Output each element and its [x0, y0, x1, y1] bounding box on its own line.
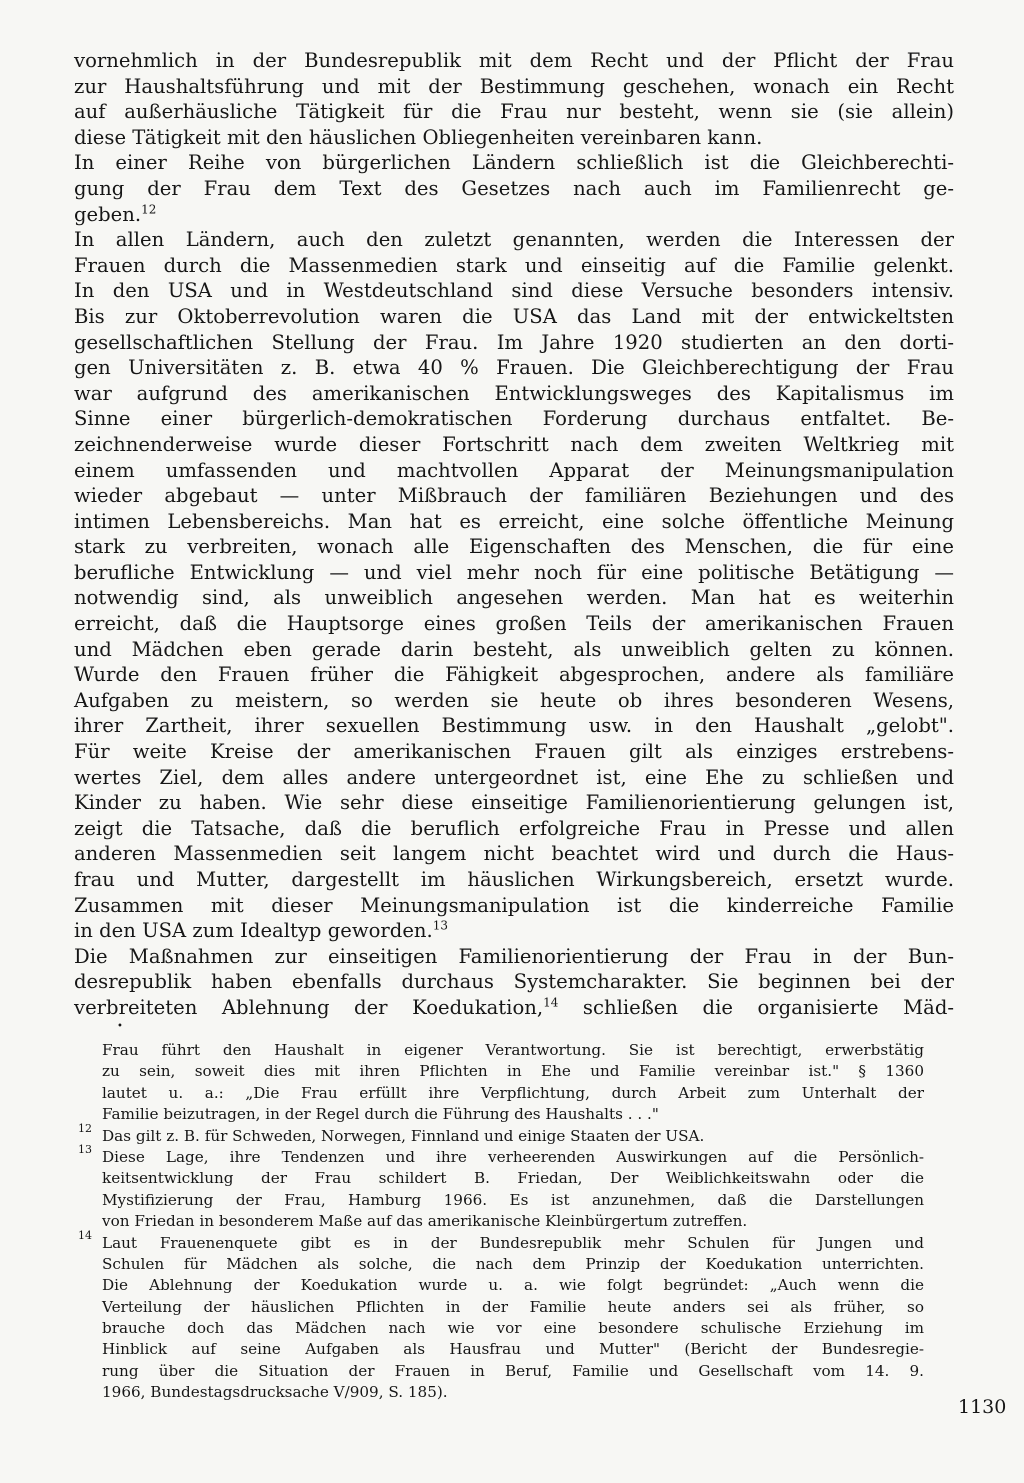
text-line: ihrer Zartheit, ihrer sexuellen Bestimmung usw. in den Haushalt „gelobt".: [74, 714, 954, 738]
text-line: berufliche Entwicklung — und viel mehr noch für eine politische Betätigung —: [74, 560, 954, 584]
text-line: verbreiteten Ablehnung der Koedukation,$^{14}$ schließen die organisierte Mäd-: [74, 995, 954, 1019]
text-line: notwendig sind, als unweiblich angesehen werden. Man hat es weiterhin: [74, 586, 954, 610]
footnote-number: 12: [78, 1121, 92, 1135]
footnote-reference: 14: [543, 995, 559, 1010]
text-line: in den USA zum Idealtyp geworden.$^{13}$: [74, 918, 449, 943]
footnote-line: zu sein, soweit dies mit ihren Pflichten in Ehe und Familie vereinbar ist." § 1360: [102, 1062, 924, 1081]
text-line: wieder abgebaut — unter Mißbrauch der familiären Beziehungen und des: [74, 484, 954, 508]
text-line: Wurde den Frauen früher die Fähigkeit abgesprochen, andere als familiäre: [74, 663, 954, 687]
footnote-line: Schulen für Mädchen als solche, die nach dem Prinzip der Koedukation unterrichten.: [102, 1254, 924, 1273]
footnote-reference: 13: [432, 918, 449, 933]
footnote-line: rung über die Situation der Frauen in Beruf, Familie und Gesellschaft vom 14. 9.: [102, 1361, 924, 1380]
text-line: intimen Lebensbereichs. Man hat es erreicht, eine solche öffentliche Meinung: [74, 509, 954, 533]
footnote-line: Familie beizutragen, in der Regel durch die Führung des Haushalts . . .": [102, 1105, 659, 1124]
text-line: zeichnenderweise wurde dieser Fortschritt nach dem zweiten Weltkrieg mit: [74, 432, 954, 456]
text-line: vornehmlich in der Bundesrepublik mit dem Recht und der Pflicht der Frau: [74, 49, 954, 72]
text-line: desrepublik haben ebenfalls durchaus Systemcharakter. Sie beginnen bei der: [74, 970, 954, 994]
main-text-block: [74, 48, 954, 1021]
text-line: gung der Frau dem Text des Gesetzes nach auch im Familienrecht ge-: [74, 176, 954, 200]
footnote-line: brauche doch das Mädchen nach wie vor eine besondere schulische Erziehung im: [102, 1319, 924, 1338]
text-line: gesellschaftlichen Stellung der Frau. Im Jahre 1920 studierten an den dorti-: [74, 330, 954, 354]
footnote-line: Mystifizierung der Frau, Hamburg 1966. Es ist anzunehmen, daß die Darstellungen: [102, 1190, 924, 1209]
footnote-line: 13 Diese Lage, ihre Tendenzen und ihre verheerenden Auswirkungen auf die Persönlich-: [78, 1142, 924, 1166]
text-line: gen Universitäten z. B. etwa 40 % Frauen. Die Gleichberechtigung der Frau: [74, 356, 954, 380]
footnote-line: von Friedan in besonderem Maße auf das amerikanische Kleinbürgertum zutreffen.: [102, 1212, 748, 1231]
text-line: Für weite Kreise der amerikanischen Frauen gilt als einziges erstrebens-: [74, 740, 954, 764]
text-line: Zusammen mit dieser Meinungsmanipulation ist die kinderreiche Familie: [74, 893, 954, 917]
text-line: zur Haushaltsführung und mit der Bestimmung geschehen, wonach ein Recht: [74, 74, 954, 98]
text-line: auf außerhäusliche Tätigkeit für die Frau nur besteht, wenn sie (sie allein): [74, 100, 954, 124]
text-line: zeigt die Tatsache, daß die beruflich erfolgreiche Frau in Presse und allen: [74, 816, 954, 840]
footnote-number: 13: [78, 1142, 92, 1156]
footnote-line: Die Ablehnung der Koedukation wurde u. a. wie folgt begründet: „Auch wenn die: [102, 1276, 924, 1295]
text-line: geben.$^{12}$: [74, 202, 157, 226]
footnote-line: keitsentwicklung der Frau schildert B. Friedan, Der Weiblichkeitswahn oder die: [102, 1169, 924, 1188]
footnote-reference: 12: [141, 202, 157, 217]
text-line: In allen Ländern, auch den zuletzt genannten, werden die Interessen der: [74, 228, 954, 252]
footnote-line: 14 Laut Frauenenquete gibt es in der Bundesrepublik mehr Schulen für Jungen und: [78, 1228, 924, 1252]
page-number: 1130: [958, 1396, 1007, 1418]
text-line: diese Tätigkeit mit den häuslichen Obliegenheiten vereinbaren kann.: [74, 125, 763, 149]
text-line: Die Maßnahmen zur einseitigen Familienorientierung der Frau in der Bun-: [74, 944, 954, 968]
text-line: war aufgrund des amerikanischen Entwicklungsweges des Kapitalismus im: [74, 381, 954, 405]
text-line: frau und Mutter, dargestellt im häuslichen Wirkungsbereich, ersetzt wurde.: [74, 868, 954, 891]
footnote-marker: •: [117, 1021, 123, 1032]
text-line: und Mädchen eben gerade darin besteht, als unweiblich gelten zu können.: [74, 637, 954, 661]
text-line: einem umfassenden und machtvollen Apparat der Meinungsmanipulation: [74, 458, 954, 482]
text-line: anderen Massenmedien seit langem nicht beachtet wird und durch die Haus-: [74, 842, 954, 866]
text-line: Frauen durch die Massenmedien stark und einseitig auf die Familie gelenkt.: [74, 253, 954, 277]
text-line: Kinder zu haben. Wie sehr diese einseitige Familienorientierung gelungen ist,: [74, 791, 954, 815]
footnote-line: 12 Das gilt z. B. für Schweden, Norwegen, Finnland und einige Staaten der USA.: [78, 1121, 705, 1145]
footnote-number: 14: [78, 1228, 92, 1242]
text-line: In den USA und in Westdeutschland sind diese Versuche besonders intensiv.: [74, 279, 954, 303]
text-line: Sinne einer bürgerlich-demokratischen Forderung durchaus entfaltet. Be-: [74, 407, 954, 431]
text-line: Bis zur Oktoberrevolution waren die USA das Land mit der entwickeltsten: [74, 304, 954, 328]
footnote-line: 1966, Bundestagsdrucksache V/909, S. 185).: [102, 1383, 448, 1402]
footnote-line: Frau führt den Haushalt in eigener Verantwortung. Sie ist berechtigt, erwerbstätig: [102, 1041, 924, 1059]
text-line: stark zu verbreiten, wonach alle Eigenschaften des Menschen, die für eine: [74, 535, 954, 559]
text-line: Aufgaben zu meistern, so werden sie heute ob ihres besonderen Wesens,: [74, 688, 954, 712]
text-line: In einer Reihe von bürgerlichen Ländern schließlich ist die Gleichberechti-: [74, 151, 954, 175]
footnote-line: Verteilung der häuslichen Pflichten in der Familie heute anders sei als früher, so: [102, 1297, 924, 1316]
footnote-line: lautet u. a.: „Die Frau erfüllt ihre Verpflichtung, durch Arbeit zum Unterhalt der: [102, 1083, 924, 1102]
text-line: wertes Ziel, dem alles andere untergeordnet ist, eine Ehe zu schließen und: [74, 765, 954, 789]
text-line: erreicht, daß die Hauptsorge eines großen Teils der amerikanischen Frauen: [74, 612, 954, 636]
footnote-line: Hinblick auf seine Aufgaben als Hausfrau und Mutter" (Bericht der Bundesregie-: [102, 1340, 924, 1359]
footnotes-block: [78, 1040, 924, 1404]
